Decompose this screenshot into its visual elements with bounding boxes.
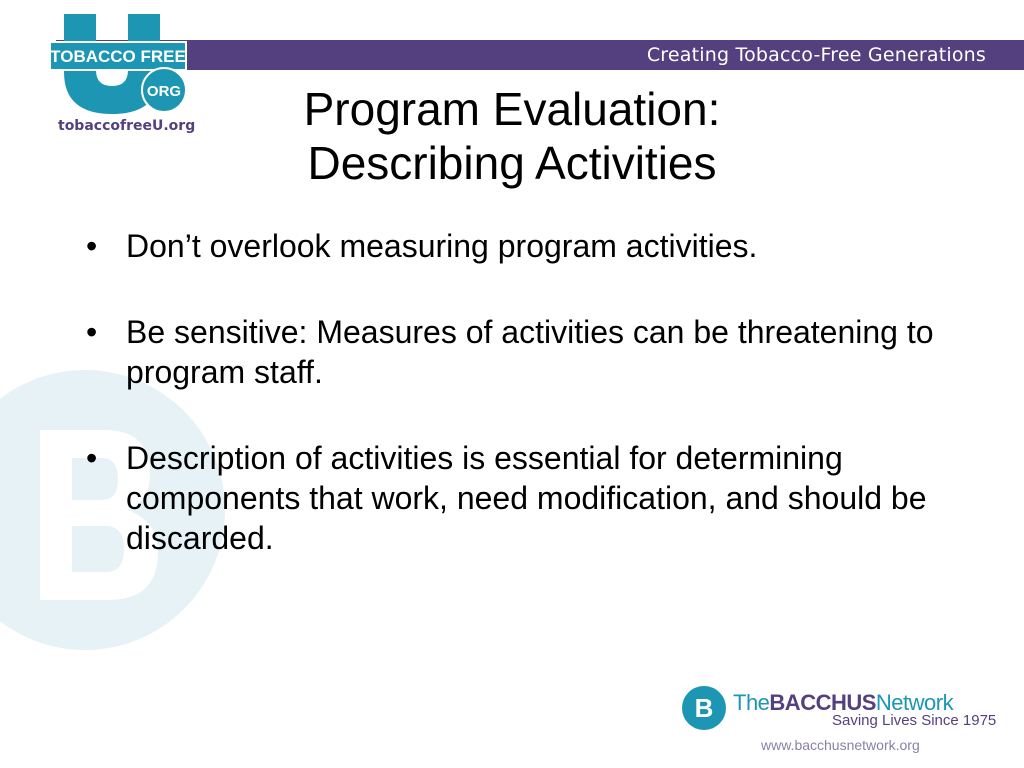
bullet-dot-icon: • [86, 228, 98, 264]
bacchus-logo-icon [680, 684, 728, 732]
bullet-dot-icon: • [86, 440, 98, 476]
footer-brand-prefix: The [733, 690, 770, 715]
bullet-text: Description of activities is essential for determining components that work, need modification, and should be discarded. [126, 440, 927, 556]
footer-tagline: Saving Lives Since 1975 [832, 712, 997, 729]
bullet-item [86, 438, 946, 558]
title-line-2: Describing Activities [307, 137, 717, 189]
bullet-dot-icon: • [86, 314, 98, 350]
logo-url: tobaccofreeU.org [58, 118, 196, 134]
title-line-1: Program Evaluation: [303, 83, 721, 135]
footer-brand-suffix: Network [875, 690, 954, 715]
bullet-item [86, 226, 946, 266]
header-tagline: Creating Tobacco-Free Generations [646, 44, 986, 66]
footer-url: www.bacchusnetwork.org [761, 737, 920, 753]
logo-top-text: TOBACCO FREE [50, 47, 186, 66]
bullet-item [86, 312, 946, 392]
footer-brand-bold: BACCHUS [769, 690, 876, 715]
bullet-list [86, 226, 946, 604]
svg-text:B: B [694, 693, 714, 723]
bullet-text: Be sensitive: Measures of activities can be threatening to program staff. [126, 314, 934, 390]
logo-org-text: ORG [146, 83, 182, 100]
bullet-text: Don’t overlook measuring program activities. [126, 228, 758, 264]
slide-title [0, 82, 1024, 190]
